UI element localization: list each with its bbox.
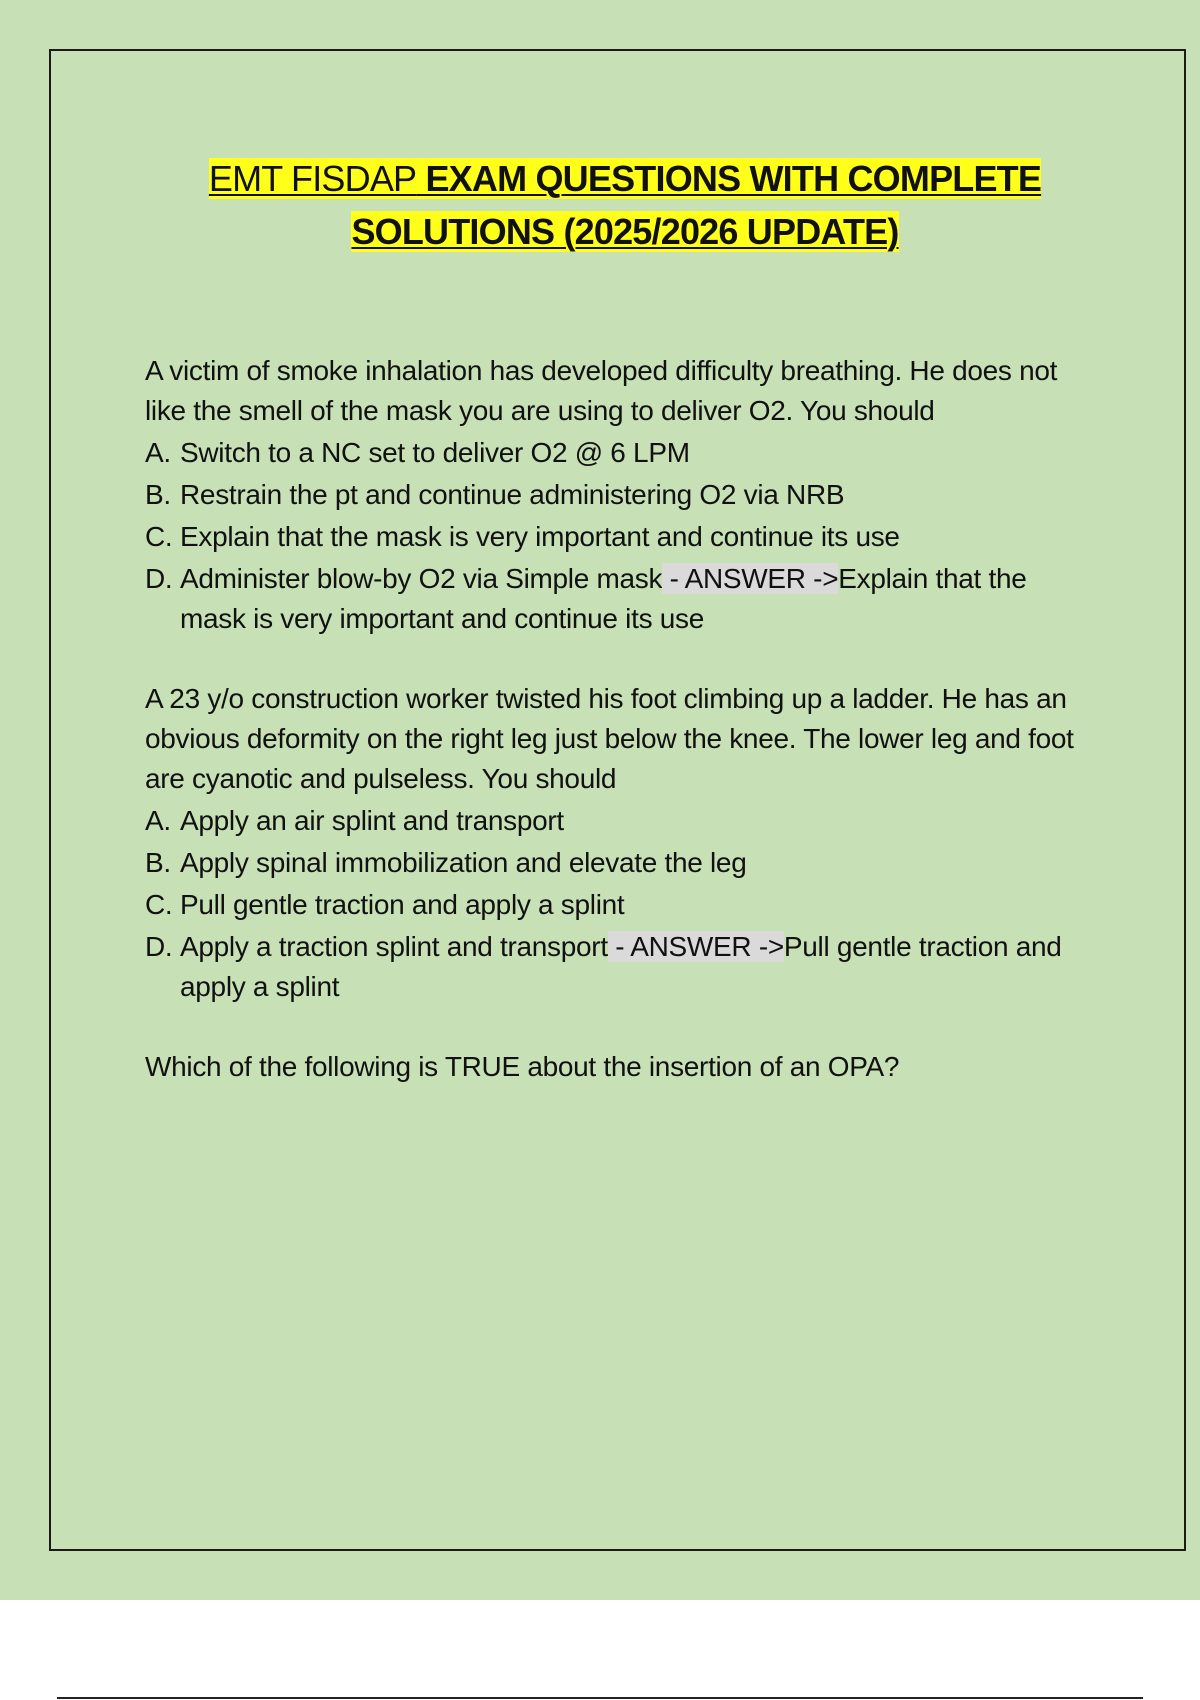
question-stem: A victim of smoke inhalation has developed difficulty breathing. He does not like the smell of the mask you are using to deliver O2. You should <box>145 355 1058 426</box>
option-letter: C. <box>145 889 173 920</box>
answer-text: Explain that the mask is very important and continue its use <box>180 563 1027 634</box>
question-stem: Which of the following is TRUE about the insertion of an OPA? <box>145 1051 900 1082</box>
question-2 <box>145 679 1095 1007</box>
option-a <box>145 801 1095 841</box>
option-letter: B. <box>145 847 171 878</box>
question-content <box>145 351 1095 1087</box>
option-letter: C. <box>145 521 173 552</box>
option-a <box>145 433 1095 473</box>
option-text: Apply a traction splint and transport <box>180 931 608 962</box>
document-title <box>0 152 1200 258</box>
option-d <box>145 559 1095 639</box>
option-b <box>145 475 1095 515</box>
title-line-2-text: SOLUTIONS (2025/2026 UPDATE) <box>351 211 899 252</box>
option-text: Pull gentle traction and apply a splint <box>180 889 625 920</box>
answer-options <box>145 801 1095 1007</box>
title-bold-part: EXAM QUESTIONS WITH COMPLETE <box>416 158 1042 199</box>
answer-label: - ANSWER -> <box>662 563 839 594</box>
title-line-2 <box>0 205 1200 258</box>
footer-divider <box>57 1697 1143 1699</box>
answer-options <box>145 433 1095 639</box>
option-text: Explain that the mask is very important and continue its use <box>180 521 900 552</box>
option-letter: D. <box>145 931 173 962</box>
option-letter: B. <box>145 479 171 510</box>
answer-text: Pull gentle traction and apply a splint <box>180 931 1062 1002</box>
option-text: Apply spinal immobilization and elevate the leg <box>180 847 747 878</box>
question-1 <box>145 351 1095 639</box>
title-plain-part: EMT FISDAP <box>208 158 417 199</box>
option-text: Apply an air splint and transport <box>180 805 564 836</box>
option-letter: A. <box>145 805 171 836</box>
option-c <box>145 517 1095 557</box>
option-c <box>145 885 1095 925</box>
title-line-1 <box>0 152 1200 205</box>
question-stem: A 23 y/o construction worker twisted his foot climbing up a ladder. He has an obvious deformity on the right leg just below the knee. The lower leg and foot are cyanotic and pulseless. You should <box>145 683 1074 794</box>
option-text: Switch to a NC set to deliver O2 @ 6 LPM <box>180 437 690 468</box>
option-text: Administer blow-by O2 via Simple mask <box>180 563 663 594</box>
question-3 <box>145 1047 1095 1087</box>
option-letter: A. <box>145 437 171 468</box>
option-text: Restrain the pt and continue administering O2 via NRB <box>180 479 845 510</box>
answer-label: - ANSWER -> <box>607 931 784 962</box>
option-d <box>145 927 1095 1007</box>
option-letter: D. <box>145 563 173 594</box>
option-b <box>145 843 1095 883</box>
